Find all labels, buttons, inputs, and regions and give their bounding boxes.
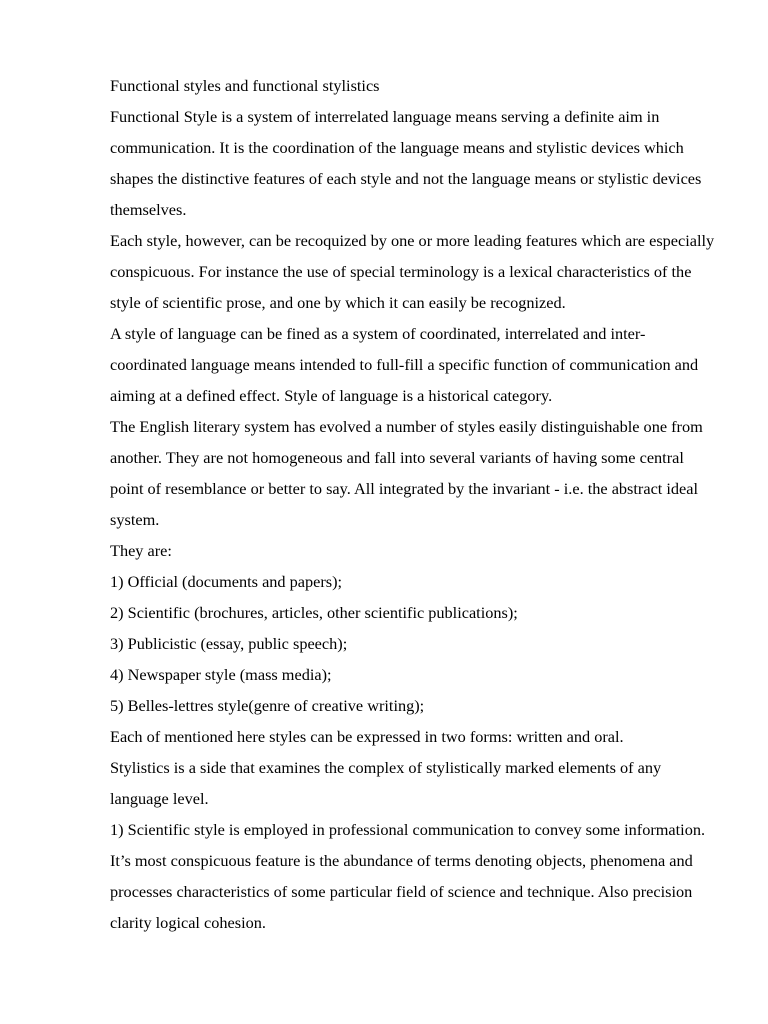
paragraph-scientific-style: 1) Scientific style is employed in professional communication to convey some information. It’s most conspicuous feature is the abundance of terms denoting objects, phenomena and processes characteristics of some particular field of science and technique. Also precision clarity logical cohesion.	[110, 820, 706, 932]
list-item-scientific: 2) Scientific (brochures, articles, other scientific publications);	[110, 603, 518, 622]
paragraph-definition: Functional Style is a system of interrelated language means serving a definite aim in communication. It is the coordination of the language means and stylistic devices which shapes the distinctive features of each style and not the language means or stylistic devices themselves.	[110, 107, 702, 219]
paragraph-stylistics: Stylistics is a side that examines the complex of stylistically marked elements of any language level.	[110, 758, 662, 808]
paragraph-style-of-language: A style of language can be fined as a system of coordinated, interrelated and inter-coordinated language means intended to full-fill a specific function of communication and aiming at a defined effect. Style of language is a historical category.	[110, 324, 699, 405]
paragraph-they-are: They are:	[110, 541, 172, 560]
document-body	[110, 70, 720, 938]
document-title: Functional styles and functional stylistics	[110, 76, 380, 95]
list-item-official: 1) Official (documents and papers);	[110, 572, 343, 591]
paragraph-literary-system: The English literary system has evolved a number of styles easily distinguishable one from another. They are not homogeneous and fall into several variants of having some central point of resemblance or better to say. All integrated by the invariant - i.e. the abstract ideal system.	[110, 417, 703, 529]
list-item-publicistic: 3) Publicistic (essay, public speech);	[110, 634, 348, 653]
list-item-belles-lettres: 5) Belles-lettres style(genre of creative writing);	[110, 696, 425, 715]
paragraph-recognition: Each style, however, can be recoquized by one or more leading features which are especially conspicuous. For instance the use of special terminology is a lexical characteristics of the style of scientific prose, and one by which it can easily be recognized.	[110, 231, 715, 312]
list-item-newspaper: 4) Newspaper style (mass media);	[110, 665, 332, 684]
paragraph-forms: Each of mentioned here styles can be expressed in two forms: written and oral.	[110, 727, 624, 746]
